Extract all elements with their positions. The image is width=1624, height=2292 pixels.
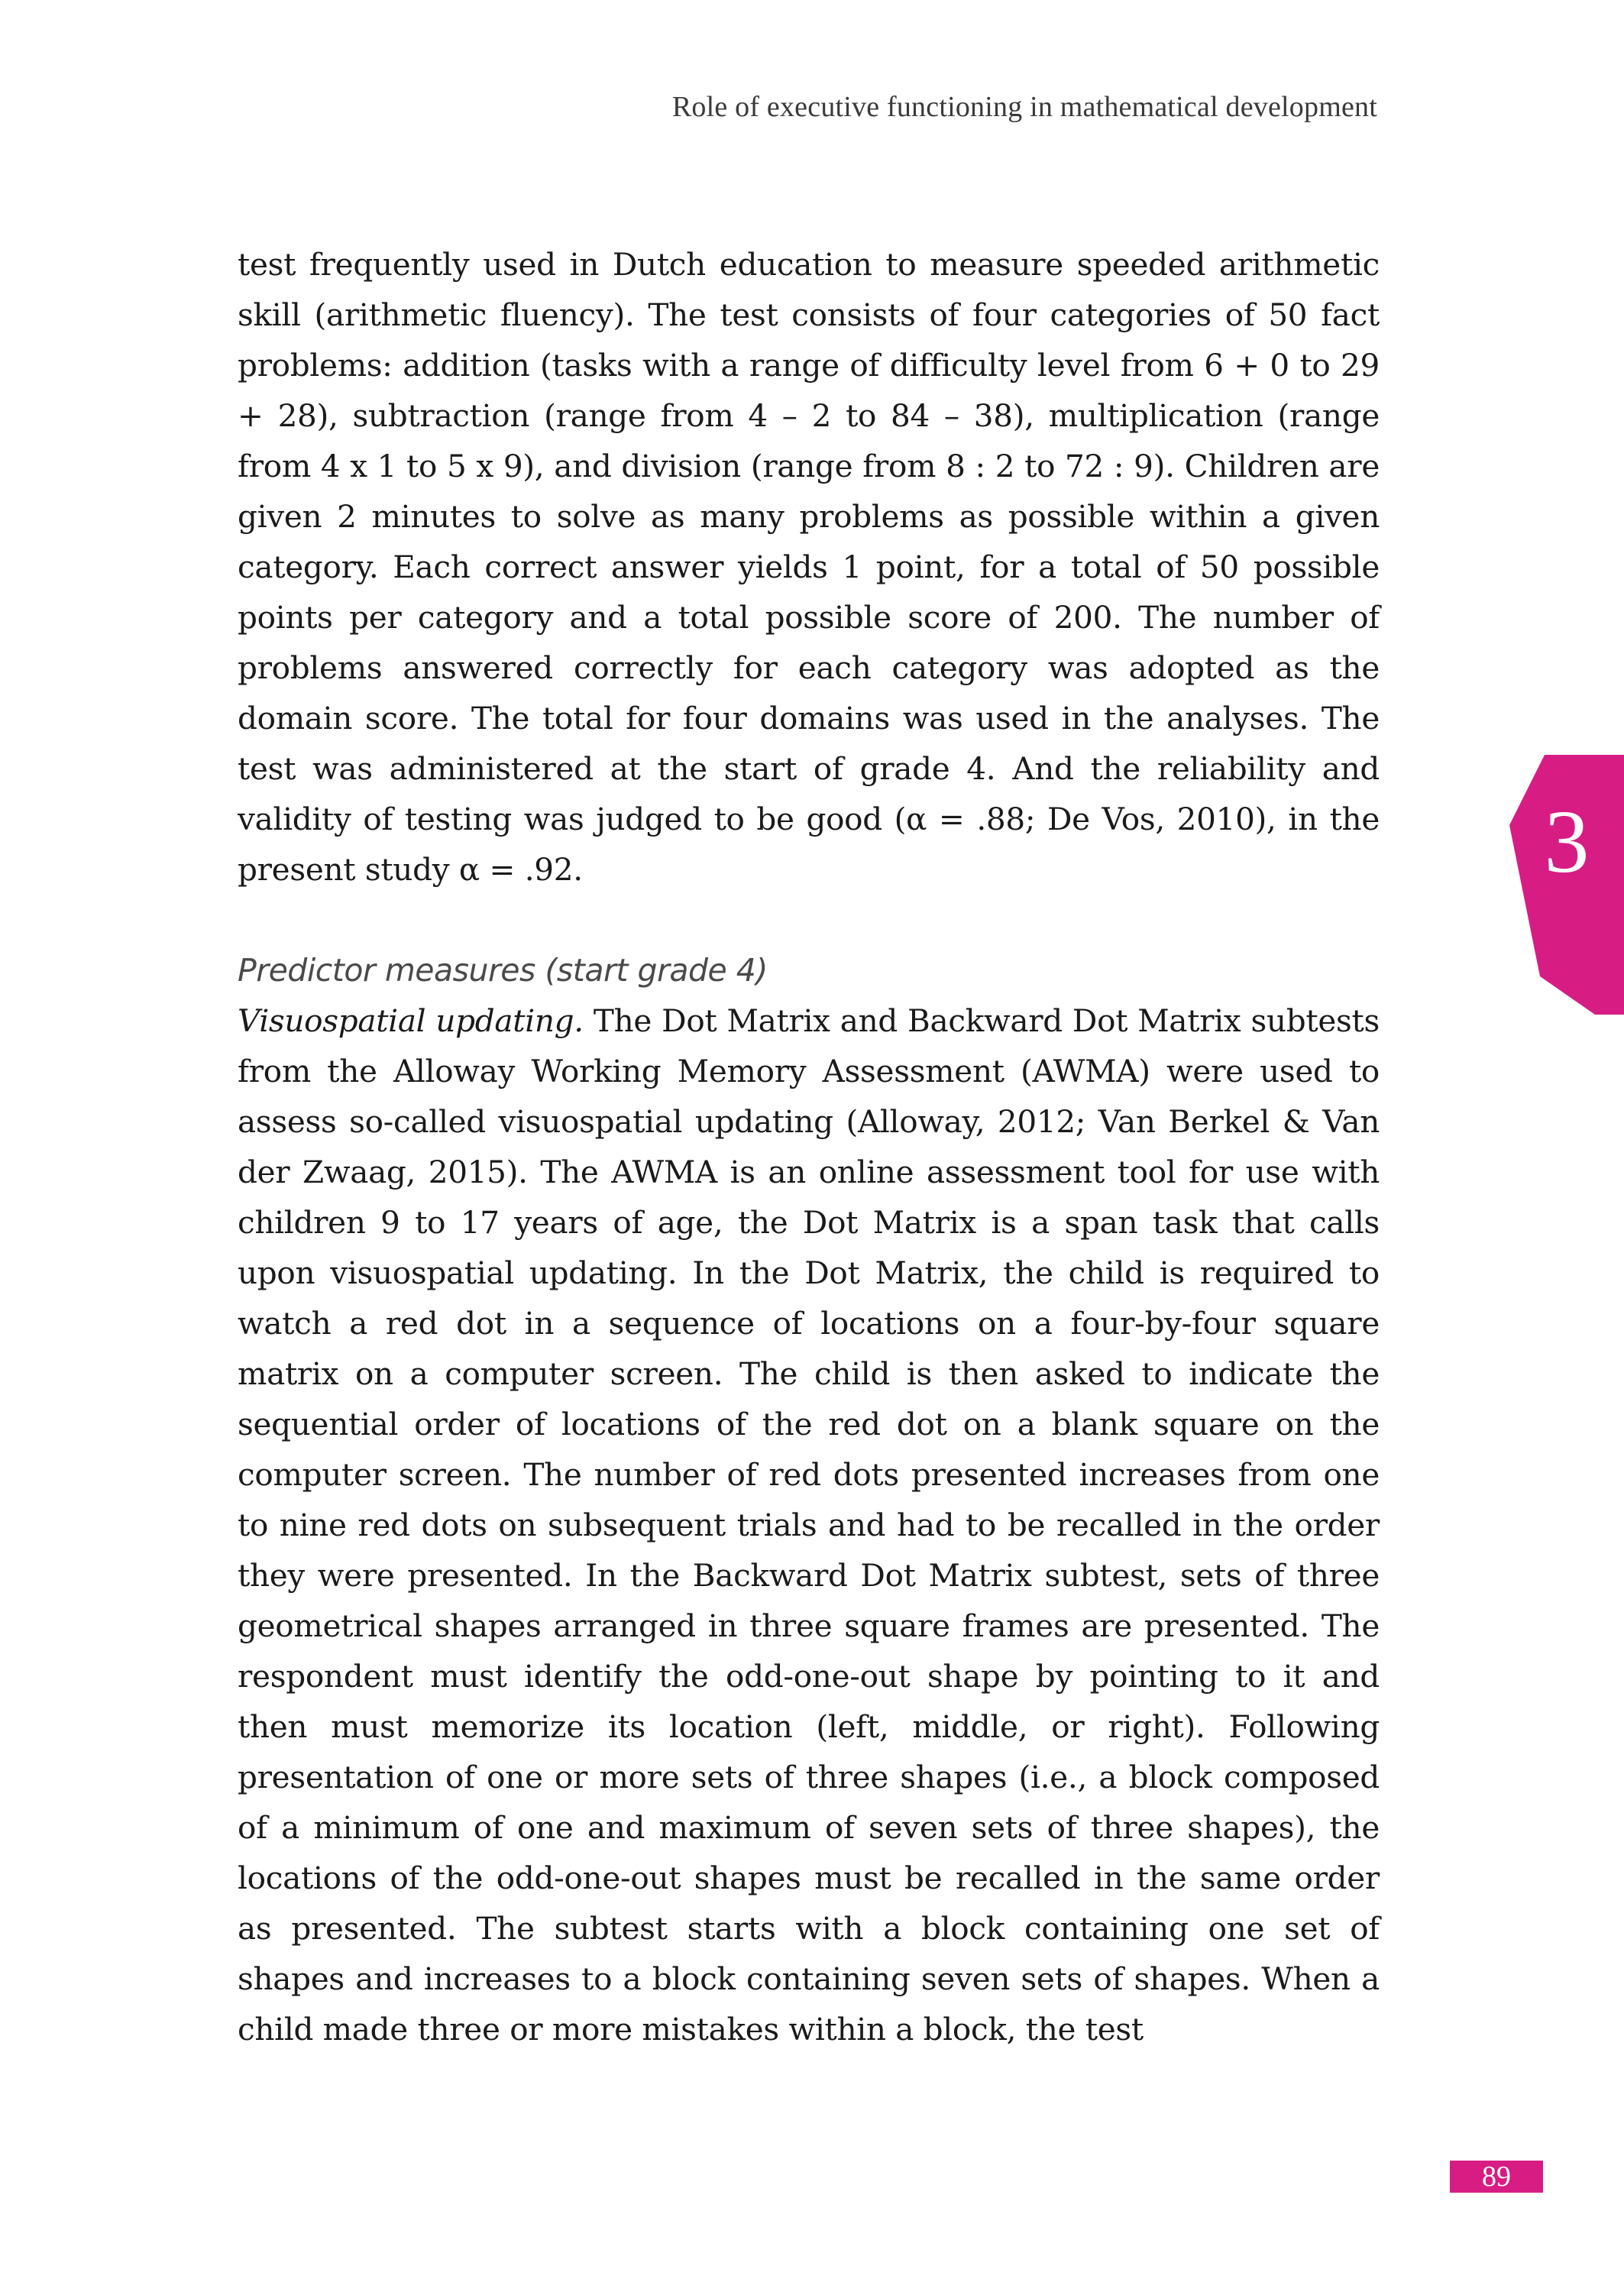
body-paragraph-1: test frequently used in Dutch education to measure speeded arithmetic skill (arithmetic fluency). The test consists of four categories of 50 fact problems: addition (tasks with a range of difficulty level from 6 + 0 to 29 + 28), subtraction (range from 4 – 2 to 84 – 38), multiplication (range from 4 x 1 to 5 x 9), and division (range from 8 : 2 to 72 : 9). Children are given 2 minutes to solve as many problems as possible within a given category. Each correct answer yields 1 point, for a total of 50 possible points per category and a total possible score of 200. The number of problems answered correctly for each category was adopted as the domain score. The total for four domains was used in the analyses. The test was administered at the start of grade 4. And the reliability and validity of testing was judged to be good (α = .88; De Vos, 2010), in the present study α = .92. (238, 246, 1380, 888)
body-paragraph-2 (238, 995, 1380, 2054)
running-header: Role of executive functioning in mathematical development (671, 91, 1377, 123)
chapter-tab (1509, 755, 1624, 1015)
body-paragraph-2-text: The Dot Matrix and Backward Dot Matrix subtests from the Alloway Working Memory Assessment (AWMA) were used to assess so-called visuospatial updating (Alloway, 2012; Van Berkel & Van der Zwaag, 2015). The AWMA is an online assessment tool for use with children 9 to 17 years of age, the Dot Matrix is a span task that calls upon visuospatial updating. In the Dot Matrix, the child is required to watch a red dot in a sequence of locations on a four-by-four square matrix on a computer screen. The child is then asked to indicate the sequential order of locations of the red dot on a blank square on the computer screen. The number of red dots presented increases from one to nine red dots on subsequent trials and had to be recalled in the order they were presented. In the Backward Dot Matrix subtest, sets of three geometrical shapes arranged in three square frames are presented. The respondent must identify the odd-one-out shape by pointing to it and then must memorize its location (left, middle, or right). Following presentation of one or more sets of three shapes (i.e., a block composed of a minimum of one and maximum of seven sets of three shapes), the locations of the odd-one-out shapes must be recalled in the same order as presented. The subtest starts with a block containing one set of shapes and increases to a block containing seven sets of shapes. When a child made three or more mistakes within a block, the test (238, 1002, 1380, 2048)
section-heading: Predictor measures (start grade 4) (238, 952, 768, 989)
main-content (238, 239, 1380, 2054)
chapter-number: 3 (1544, 792, 1590, 892)
run-in-heading: Visuospatial updating. (238, 1002, 584, 1039)
page-number: 89 (1450, 2161, 1543, 2193)
